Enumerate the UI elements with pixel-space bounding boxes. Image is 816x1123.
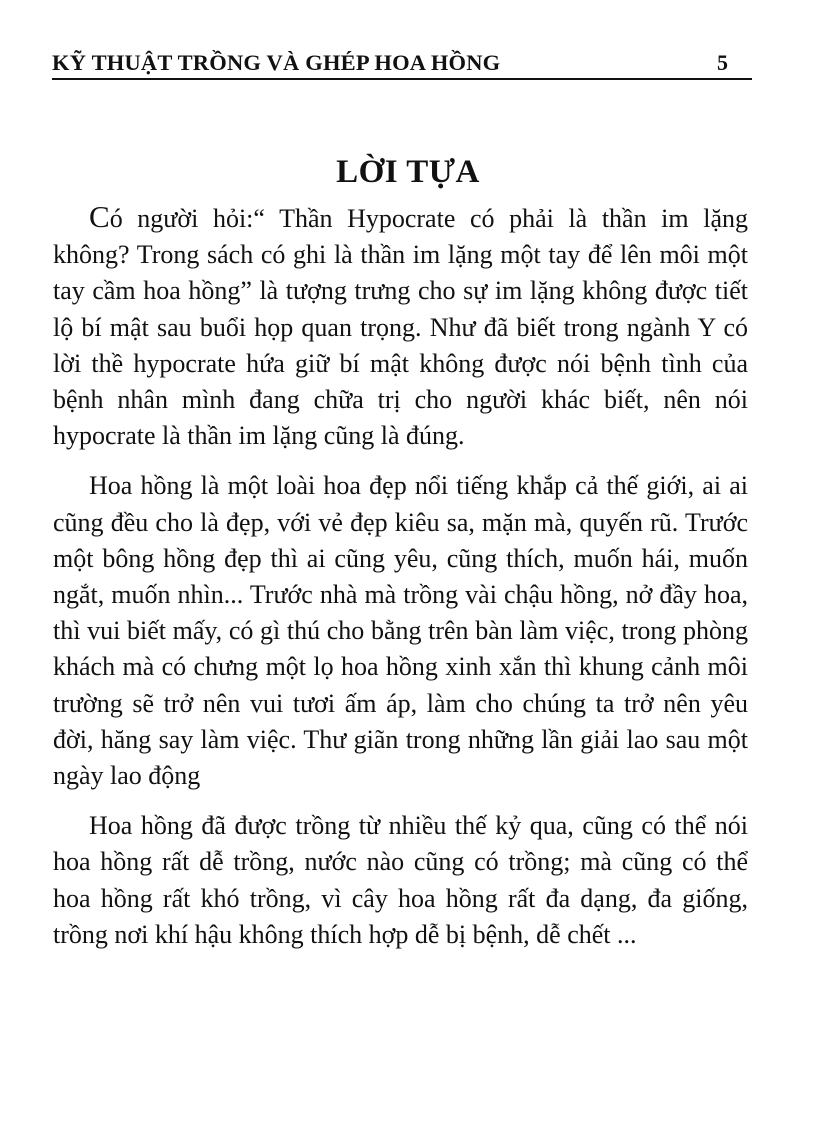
- paragraph: Hoa hồng đã được trồng từ nhiều thế kỷ qua, cũng có thể nói hoa hồng rất dễ trồng, nước nào cũng có trồng; mà cũng có thể hoa hồng rất khó trồng, vì cây hoa hồng rất đa dạng, đa giống, trồng nơi khí hậu không thích hợp dễ bị bệnh, dễ chết ...: [53, 811, 748, 949]
- page-number: 5: [717, 50, 728, 75]
- drop-cap: C: [89, 199, 110, 234]
- paragraph: [53, 199, 748, 454]
- body-text: [53, 199, 748, 953]
- chapter-title: LỜI TỰA: [336, 154, 480, 190]
- running-title: KỸ THUẬT TRỒNG VÀ GHÉP HOA HỒNG: [52, 50, 501, 75]
- paragraph-text: ó người hỏi:“ Thần Hypocrate có phải là thần im lặng không? Trong sách có ghi là thần im lặng một tay để lên môi một tay cầm hoa hồng” là tượng trưng cho sự im lặng không được tiết lộ bí mật sau buổi họp quan trọng. Như đã biết trong ngành Y có lời thề hypocrate hứa giữ bí mật không được nói bệnh tình của bệnh nhân mình đang chữa trị cho người khác biết, nên nói hypocrate là thần im lặng cũng là đúng.: [53, 204, 748, 451]
- paragraph: Hoa hồng là một loài hoa đẹp nổi tiếng khắp cả thế giới, ai ai cũng đều cho là đẹp, với vẻ đẹp kiêu sa, mặn mà, quyến rũ. Trước một bông hồng đẹp thì ai cũng yêu, cũng thích, muốn hái, muốn ngắt, muốn nhìn... Trước nhà mà trồng vài chậu hồng, nở đầy hoa, thì vui biết mấy, có gì thú cho bằng trên bàn làm việc, trong phòng khách mà có chưng một lọ hoa hồng xinh xắn thì khung cảnh môi trường sẽ trở nên vui tươi ấm áp, làm cho chúng ta trở nên yêu đời, hăng say làm việc. Thư giãn trong những lần giải lao sau một ngày lao động: [53, 471, 748, 791]
- running-header: [52, 48, 752, 80]
